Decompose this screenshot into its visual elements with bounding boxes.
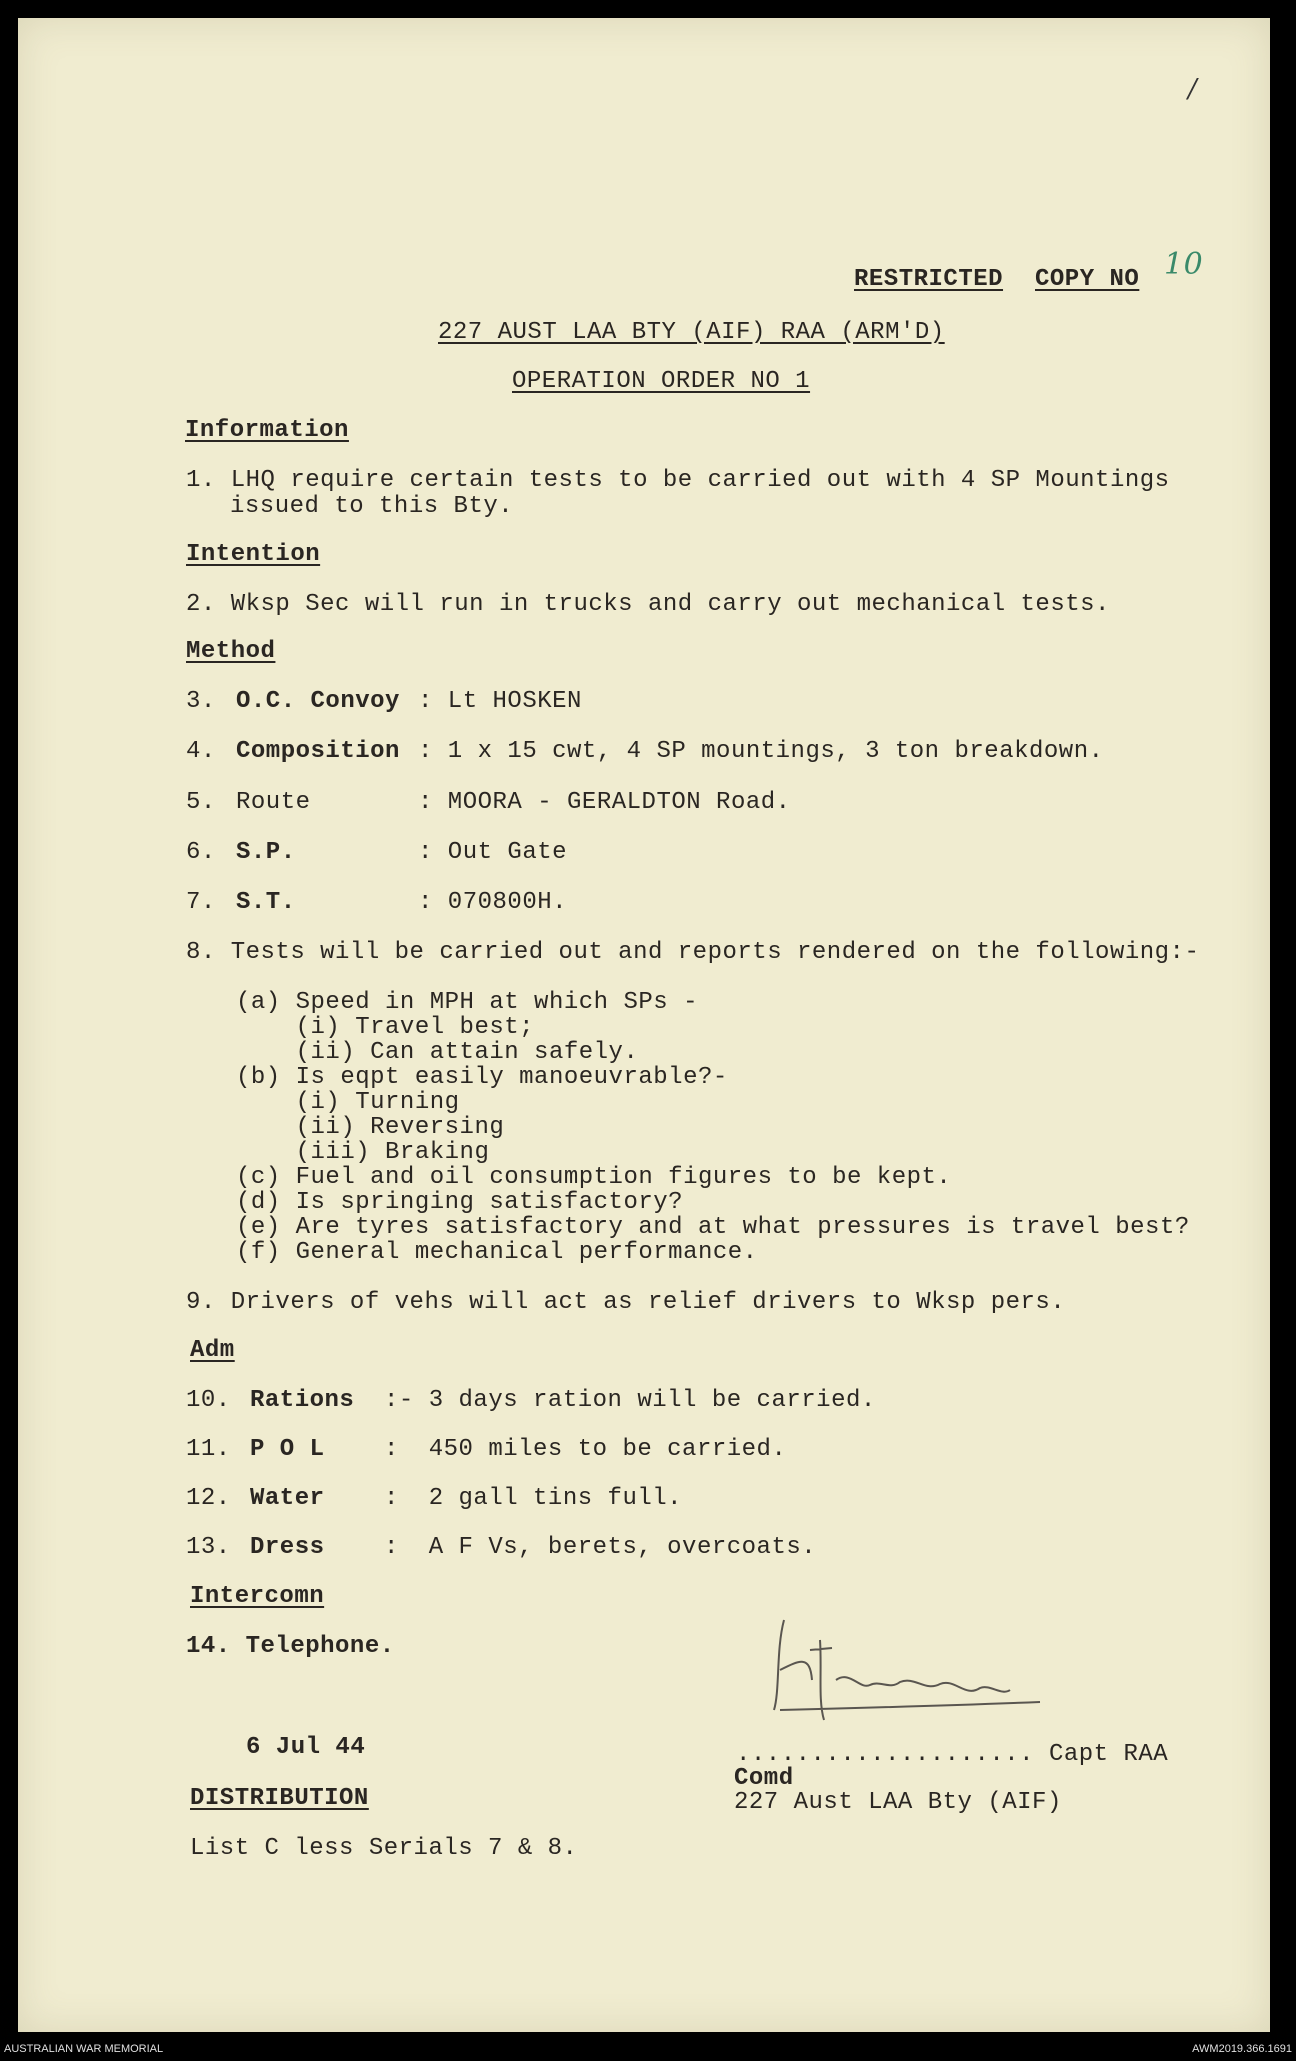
method-label: S.T. <box>236 889 296 916</box>
adm-value: : 450 miles to be carried. <box>384 1436 787 1463</box>
test-item: (d) Is springing satisfactory? <box>236 1189 684 1216</box>
method-value: : 070800H. <box>418 889 568 916</box>
restricted-label: RESTRICTED <box>854 266 1004 293</box>
adm-value: : 2 gall tins full. <box>384 1485 683 1512</box>
test-item: (a) Speed in MPH at which SPs - <box>236 989 698 1016</box>
corner-mark: / <box>1188 74 1198 104</box>
method-num: 7. <box>186 889 216 916</box>
adm-value: : A F Vs, berets, overcoats. <box>384 1534 817 1561</box>
copy-number: 10 <box>1164 247 1204 282</box>
adm-num: 13. <box>186 1534 231 1561</box>
date: 6 Jul 44 <box>246 1734 366 1761</box>
test-item: (i) Travel best; <box>236 1014 535 1041</box>
test-item: (e) Are tyres satisfactory and at what pressures is travel best? <box>236 1214 1190 1241</box>
method-value: : 1 x 15 cwt, 4 SP mountings, 3 ton breakdown. <box>418 738 1104 765</box>
footer-left: AUSTRALIAN WAR MEMORIAL <box>4 2043 164 2055</box>
adm-label: Water <box>250 1485 325 1512</box>
method-label: O.C. Convoy <box>236 688 400 715</box>
section-method: Method <box>186 638 276 665</box>
order-title: OPERATION ORDER NO 1 <box>512 368 811 395</box>
paragraph-1-cont: issued to this Bty. <box>230 493 514 520</box>
adm-label: P O L <box>250 1436 325 1463</box>
method-value: : Lt HOSKEN <box>418 688 582 715</box>
section-adm: Adm <box>190 1337 235 1364</box>
footer-right: AWM2019.366.1691 <box>1192 2043 1292 2055</box>
test-item: (c) Fuel and oil consumption figures to be kept. <box>236 1164 952 1191</box>
paragraph-1: 1. LHQ require certain tests to be carried out with 4 SP Mountings <box>186 467 1170 494</box>
signature-unit: 227 Aust LAA Bty (AIF) <box>734 1789 1062 1816</box>
paragraph-9: 9. Drivers of vehs will act as relief drivers to Wksp pers. <box>186 1289 1066 1316</box>
adm-value: :- 3 days ration will be carried. <box>384 1387 876 1414</box>
method-label: S.P. <box>236 839 296 866</box>
test-item: (ii) Can attain safely. <box>236 1039 639 1066</box>
method-label: Route <box>236 789 311 816</box>
method-value: : Out Gate <box>418 839 568 866</box>
section-intention: Intention <box>186 541 321 568</box>
signature-line: .................... Capt RAA <box>736 1741 1169 1768</box>
method-num: 3. <box>186 688 216 715</box>
adm-label: Dress <box>250 1534 325 1561</box>
adm-label: Rations <box>250 1387 355 1414</box>
method-label: Composition <box>236 738 400 765</box>
method-num: 4. <box>186 738 216 765</box>
test-item: (b) Is eqpt easily manoeuvrable?- <box>236 1064 728 1091</box>
distribution-heading: DISTRIBUTION <box>190 1785 369 1812</box>
adm-num: 10. <box>186 1387 231 1414</box>
adm-num: 11. <box>186 1436 231 1463</box>
paragraph-8: 8. Tests will be carried out and reports rendered on the following:- <box>186 939 1200 966</box>
section-intercomn: Intercomn <box>190 1583 325 1610</box>
method-num: 6. <box>186 839 216 866</box>
test-item: (ii) Reversing <box>236 1114 505 1141</box>
paragraph-14: 14. Telephone. <box>186 1633 395 1660</box>
signature-scribble <box>740 1610 1100 1740</box>
test-item: (f) General mechanical performance. <box>236 1239 758 1266</box>
paragraph-2: 2. Wksp Sec will run in trucks and carry out mechanical tests. <box>186 591 1110 618</box>
unit-heading: 227 AUST LAA BTY (AIF) RAA (ARM'D) <box>438 319 945 346</box>
archive-footer <box>0 2038 1296 2061</box>
section-information: Information <box>185 417 349 444</box>
test-item: (i) Turning <box>236 1089 460 1116</box>
method-num: 5. <box>186 789 216 816</box>
adm-num: 12. <box>186 1485 231 1512</box>
test-item: (iii) Braking <box>236 1139 490 1166</box>
signature-title: Comd <box>734 1765 794 1792</box>
distribution-list: List C less Serials 7 & 8. <box>190 1835 578 1862</box>
copy-label: COPY NO <box>1035 266 1140 293</box>
method-value: : MOORA - GERALDTON Road. <box>418 789 791 816</box>
